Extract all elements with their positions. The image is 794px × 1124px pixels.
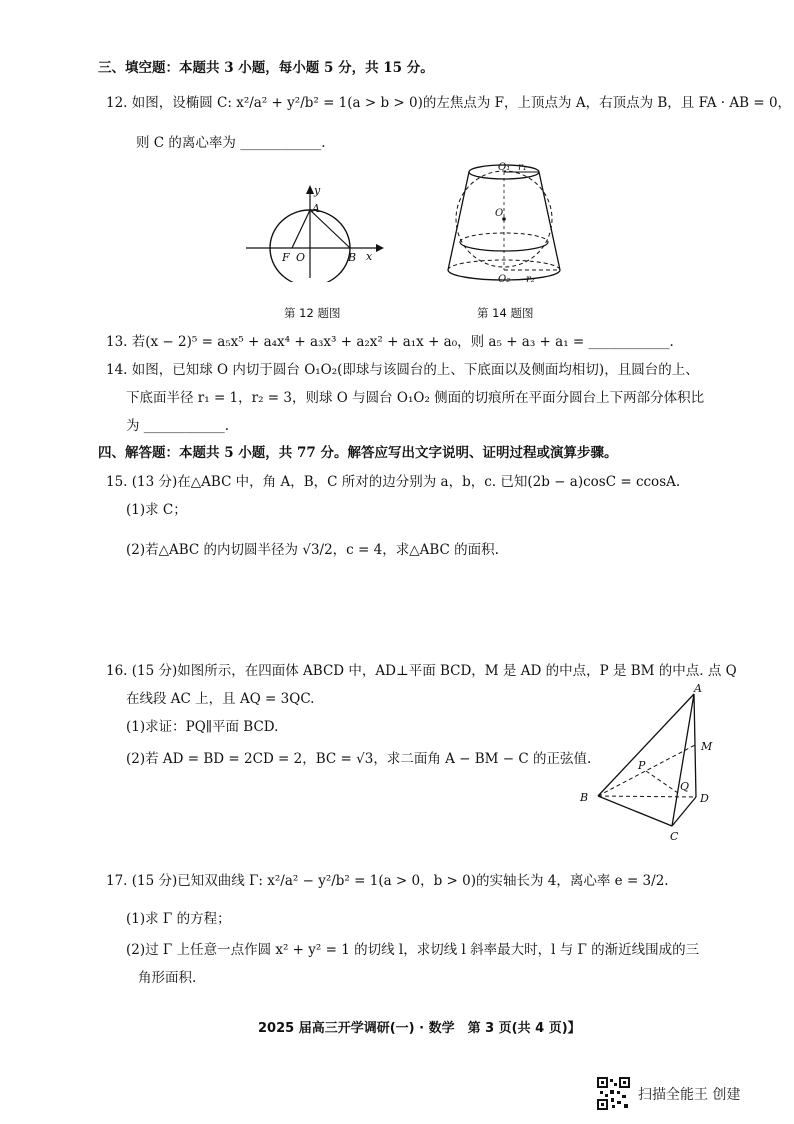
fig12-ellipse-diagram <box>238 182 388 282</box>
q14-line1: 14. 如图，已知球 O 内切于圆台 O₁O₂(即球与该圆台的上、下底面以及侧面均相切)，且圆台的上、 <box>106 362 699 378</box>
fig16-label-d: D <box>700 792 709 805</box>
q16-part2: (2)若 AD = BD = 2CD = 2，BC = √3，求二面角 A − BM − C 的正弦值. <box>126 751 592 767</box>
scanner-brand: 扫描全能王 创建 <box>638 1087 741 1103</box>
page-footer: 2025 届高三开学调研(一) · 数学 第 3 页(共 4 页)】 <box>258 1021 581 1036</box>
fig12-label-o: O <box>296 251 306 264</box>
fig12-label-f: F <box>282 251 290 264</box>
fig12-caption: 第 12 题图 <box>284 306 341 320</box>
q15-line1: 15. (13 分)在△ABC 中，角 A，B，C 所对的边分别为 a，b，c. 已知(2b − a)cosC = ccosA. <box>106 474 681 490</box>
q16-line2: 在线段 AC 上，且 AQ = 3QC. <box>126 691 315 707</box>
fig12-label-b: B <box>348 251 357 264</box>
fig16-label-c: C <box>670 830 679 843</box>
fig14-label-r2: r₂ <box>526 274 535 285</box>
fig14-label-o1: O₁ <box>498 162 511 173</box>
answer-header: 四、解答题：本题共 5 小题，共 77 分。解答应写出文字说明、证明过程或演算步骤。 <box>98 445 618 461</box>
fig14-frustum-diagram <box>440 156 570 290</box>
q17-line1: 17. (15 分)已知双曲线 Γ: x²/a² − y²/b² = 1(a > 0，b > 0)的实轴长为 4，离心率 e = 3/2. <box>106 873 669 889</box>
fig12-label-y: y <box>314 184 321 197</box>
fig16-label-b: B <box>580 791 589 804</box>
fig16-label-m: M <box>701 740 713 753</box>
fig14-label-o: O <box>495 208 504 219</box>
fig12-label-x: x <box>366 250 373 263</box>
q17-part2-line1: (2)过 Γ 上任意一点作圆 x² + y² = 1 的切线 l，求切线 l 斜率最大时，l 与 Γ 的渐近线围成的三 <box>126 942 700 958</box>
q17-part1: (1)求 Γ 的方程； <box>126 911 231 927</box>
q16-line1: 16. (15 分)如图所示，在四面体 ABCD 中，AD⊥平面 BCD，M 是 AD 的中点，P 是 BM 的中点. 点 Q <box>106 663 737 679</box>
fig16-label-q: Q <box>680 780 690 793</box>
fig16-label-a: A <box>694 682 702 695</box>
q13-line1: 13. 若(x − 2)⁵ = a₅x⁵ + a₄x⁴ + a₃x³ + a₂x² + a₁x + a₀，则 a₅ + a₃ + a₁ = ____________. <box>106 334 674 350</box>
fig16-tetrahedron-diagram <box>572 682 722 844</box>
q17-part2-line2: 角形面积. <box>138 970 197 986</box>
fig12-label-a: A <box>312 202 320 215</box>
q12-line1: 12. 如图，设椭圆 C: x²/a² + y²/b² = 1(a > b > 0)的左焦点为 F，上顶点为 A，右顶点为 B，且 FA · AB = 0， <box>106 95 792 111</box>
qr-code-icon <box>597 1077 630 1110</box>
fig14-label-r1: r₁ <box>518 162 527 173</box>
q15-part1: (1)求 C； <box>126 502 187 518</box>
q14-line3: 为 ____________. <box>126 418 230 434</box>
q12-line2: 则 C 的离心率为 ____________. <box>136 135 326 151</box>
q15-part2: (2)若△ABC 的内切圆半径为 √3/2，c = 4，求△ABC 的面积. <box>126 542 499 558</box>
fig14-caption: 第 14 题图 <box>477 306 534 320</box>
fill-blank-header: 三、填空题：本题共 3 小题，每小题 5 分，共 15 分。 <box>98 60 434 76</box>
q14-line2: 下底面半径 r₁ = 1，r₂ = 3，则球 O 与圆台 O₁O₂ 侧面的切痕所在平面分圆台上下两部分体积比 <box>126 390 705 406</box>
fig16-label-p: P <box>638 759 646 772</box>
q16-part1: (1)求证：PQ∥平面 BCD. <box>126 719 279 735</box>
fig14-label-o2: O₂ <box>498 274 511 285</box>
